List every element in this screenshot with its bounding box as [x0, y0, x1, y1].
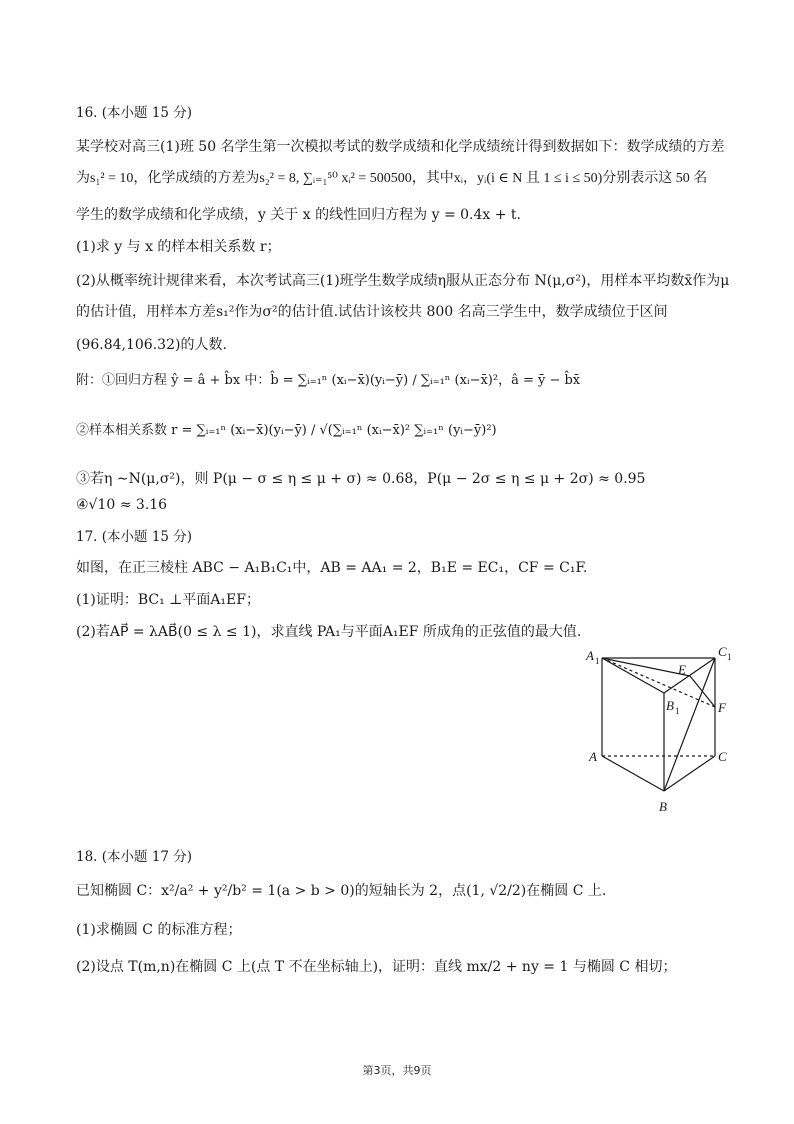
segment-a1-e — [602, 658, 690, 676]
q16-note-correlation: ②样本相关系数 r = ∑ᵢ₌₁ⁿ (xᵢ−x̄)(yᵢ−ȳ) / √(∑ᵢ₌₁ⁿ (xᵢ−x̄)² ∑ᵢ₌₁ⁿ (yᵢ−ȳ)²) — [76, 423, 497, 438]
page-footer: 第3页，共9页 — [362, 1064, 432, 1077]
q18-part1: (1)求椭圆 C 的标准方程； — [76, 922, 242, 938]
label-c1-sub: 1 — [727, 652, 732, 662]
label-b1-sub: 1 — [675, 706, 680, 716]
label-b1: B — [666, 698, 674, 713]
q16-part2-line1: (2)从概率统计规律来看，本次考试高三(1)班学生数学成绩η服从正态分布 N(μ,σ²)，用样本平均数x̄作为μ — [76, 273, 730, 289]
q18-header: 18. (本小题 17 分) — [76, 849, 193, 865]
edge-a1-b1 — [602, 658, 664, 693]
q16-note-regression: 附：①回归方程 ŷ = â + b̂x 中：b̂ = ∑ᵢ₌₁ⁿ (xᵢ−x̄)(yᵢ−ȳ) / ∑ᵢ₌₁ⁿ (xᵢ−x̄)²，â = ȳ − b̂x̄ — [76, 373, 581, 388]
q16-stem-line2: 为s₁² = 10，化学成绩的方差为s₂² = 8, ∑ᵢ₌₁⁵⁰ xᵢ² = 500500，其中xᵢ，yᵢ(i ∈ N 且 1 ≤ i ≤ 50)分别表示这 50 名 — [76, 171, 708, 186]
prism-figure — [582, 640, 742, 825]
q17-part2: (2)若AP⃗ = λAB⃗(0 ≤ λ ≤ 1)，求直线 PA₁与平面A₁EF 所成角的正弦值的最大值. — [76, 624, 582, 640]
segment-b-c1 — [664, 658, 715, 791]
q17-part1: (1)证明：BC₁ ⊥平面A₁EF； — [76, 592, 260, 608]
q16-part2-line2: 的估计值，用样本方差s₁²作为σ²的估计值.试估计该校共 800 名高三学生中，数学成绩位于区间 — [76, 304, 668, 320]
q18-part2: (2)设点 T(m,n)在椭圆 C 上(点 T 不在坐标轴上)，证明：直线 mx/2 + ny = 1 与椭圆 C 相切； — [76, 959, 677, 975]
label-a1: A — [586, 648, 594, 663]
label-c: C — [718, 749, 727, 764]
edge-a-b — [602, 756, 664, 791]
q16-header: 16. (本小题 15 分) — [76, 105, 193, 121]
segment-a1-f-hidden — [602, 658, 715, 707]
q17-header: 17. (本小题 15 分) — [76, 529, 193, 545]
q16-note-normal: ③若η ∼N(μ,σ²)，则 P(μ − σ ≤ η ≤ μ + σ) ≈ 0.68，P(μ − 2σ ≤ η ≤ μ + 2σ) ≈ 0.95 — [76, 471, 646, 487]
q18-stem: 已知椭圆 C：x²/a² + y²/b² = 1(a > b > 0)的短轴长为 2，点(1, √2/2)在椭圆 C 上. — [76, 883, 607, 899]
label-b: B — [659, 799, 667, 814]
label-a1-sub: 1 — [595, 656, 600, 666]
label-e: E — [678, 662, 686, 677]
label-f: F — [718, 700, 726, 715]
q16-note-sqrt10: ④√10 ≈ 3.16 — [76, 497, 168, 513]
edge-b-c — [664, 756, 715, 791]
q17-stem: 如图，在正三棱柱 ABC − A₁B₁C₁中，AB = AA₁ = 2，B₁E = EC₁，CF = C₁F. — [76, 560, 588, 576]
label-a: A — [589, 749, 597, 764]
q16-stem-line3: 学生的数学成绩和化学成绩，y 关于 x 的线性回归方程为 y = 0.4x + t. — [76, 207, 522, 223]
label-c1: C — [718, 644, 727, 659]
q16-part1: (1)求 y 与 x 的样本相关系数 r； — [76, 239, 281, 255]
q16-stem-line1: 某学校对高三(1)班 50 名学生第一次模拟考试的数学成绩和化学成绩统计得到数据如下：数学成绩的方差 — [76, 139, 725, 155]
q16-part2-line3: (96.84,106.32)的人数. — [76, 337, 227, 353]
